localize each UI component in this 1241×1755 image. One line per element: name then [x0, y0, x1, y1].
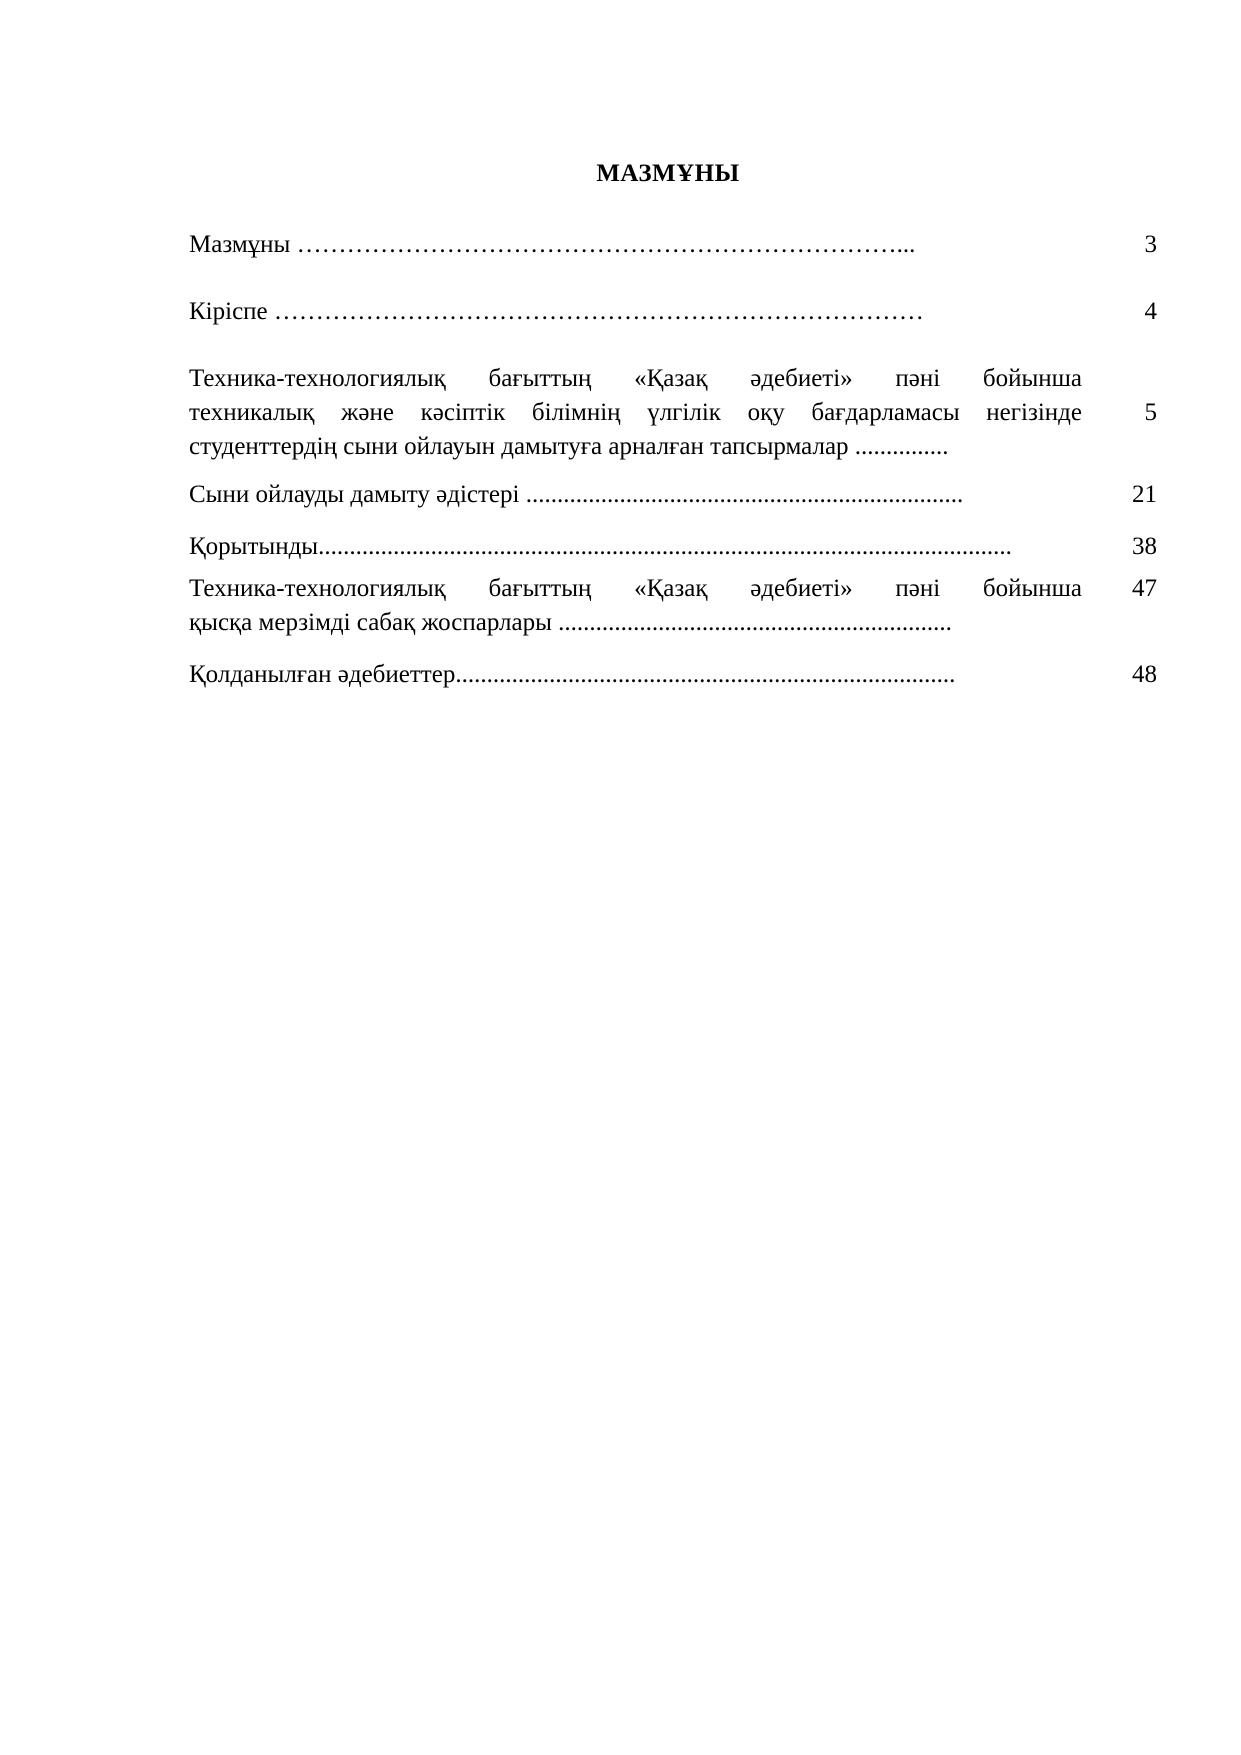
toc-entry-lesson-plans[interactable] [189, 572, 1157, 640]
toc-entry-methods[interactable] [189, 478, 1157, 512]
toc-entry-text [189, 295, 1082, 329]
toc-entry-line: студенттердің сыни ойлауын дамытуға арналған тапсырмалар ............... [189, 433, 949, 460]
toc-entry-text [189, 478, 1082, 512]
toc-entry-contents[interactable] [189, 228, 1157, 262]
toc-entry-conclusion[interactable] [189, 530, 1157, 564]
toc-page-number: 38 [1132, 533, 1157, 560]
toc-page-number: 3 [1144, 231, 1157, 258]
toc-entry-line: Техника-технологиялық бағыттың «Қазақ әдебиеті» пәні бойынша [189, 575, 1082, 602]
toc-page-number: 47 [1132, 575, 1157, 602]
toc-entry-references[interactable] [189, 658, 1157, 692]
toc-entry-introduction[interactable] [189, 295, 1157, 329]
toc-entry-text [189, 228, 1082, 262]
toc-entry-line: қысқа мерзімді сабақ жоспарлары ............................................................... [189, 609, 952, 636]
toc-entry-line: Техника-технологиялық бағыттың «Қазақ әдебиеті» пәні бойынша [189, 365, 1082, 392]
toc-entry-line: Сыни ойлауды дамыту әдістері ...................................................................... [189, 481, 964, 508]
toc-page-number: 48 [1132, 661, 1157, 688]
toc-entry-tasks[interactable] [189, 362, 1157, 464]
toc-entry-line: техникалық және кәсіптік білімнің үлгілік оқу бағдарламасы негізінде [189, 399, 1082, 426]
toc-page-number: 5 [1144, 399, 1157, 426]
toc-entry-text [189, 572, 1082, 640]
toc-entry-line: Қорытынды............................................................................................................... [189, 533, 1012, 560]
toc-entry-line: Мазмұны ………………………………………………………………... [189, 231, 916, 258]
toc-entry-text [189, 362, 1082, 464]
toc-page-number: 21 [1132, 481, 1157, 508]
toc-heading-text: МАЗМҰНЫ [596, 160, 740, 187]
toc-heading [0, 160, 1241, 188]
toc-entry-line: Кіріспе …………………………………………………………………… [189, 298, 924, 325]
toc-entry-line: Қолданылған әдебиеттер................................................................................ [189, 661, 956, 688]
toc-page-number: 4 [1144, 298, 1157, 325]
toc-entry-text [189, 658, 1082, 692]
toc-entry-text [189, 530, 1082, 564]
